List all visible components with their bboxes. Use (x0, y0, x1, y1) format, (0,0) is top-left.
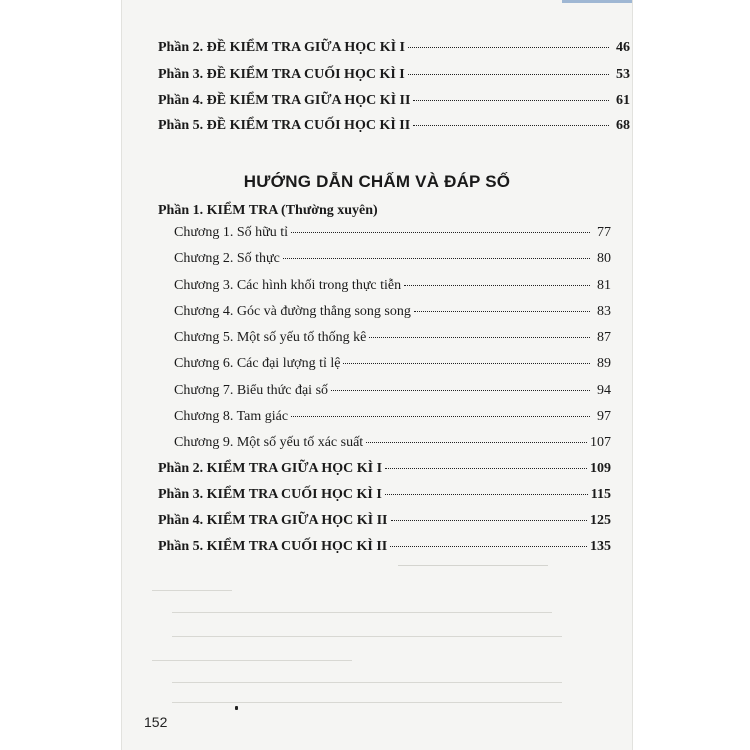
leader-dots (366, 442, 587, 443)
chapter-label: Chương 7. Biểu thức đại số (174, 383, 329, 398)
toc-chapter (174, 435, 611, 451)
leader-dots (408, 74, 609, 75)
toc-entry-label: Phần 4. KIỂM TRA GIỮA HỌC KÌ II (158, 513, 388, 528)
toc-entry-page: 61 (616, 93, 630, 108)
toc-entry-page: 53 (616, 67, 630, 82)
toc-entry-page: 68 (616, 118, 630, 133)
toc-entry-top (158, 67, 630, 83)
toc-chapter (174, 304, 611, 320)
leader-dots (385, 494, 588, 495)
chapter-page: 94 (597, 383, 611, 398)
chapter-label: Chương 8. Tam giác (174, 409, 289, 424)
bleed-through-line (172, 702, 562, 703)
leader-dots (283, 258, 590, 259)
chapter-label: Chương 6. Các đại lượng tỉ lệ (174, 356, 341, 371)
leader-dots (413, 100, 609, 101)
leader-dots (414, 311, 590, 312)
toc-chapter (174, 330, 611, 346)
toc-entry-bottom (158, 513, 611, 529)
toc-entry-page: 115 (590, 487, 611, 502)
document-page (122, 0, 632, 750)
toc-chapter (174, 356, 611, 372)
chapter-label: Chương 3. Các hình khối trong thực tiễn (174, 278, 402, 293)
section-heading: HƯỚNG DẪN CHẤM VÀ ĐÁP SỐ (243, 172, 511, 191)
leader-dots (331, 390, 590, 391)
chapter-page: 97 (597, 409, 611, 424)
leader-dots (413, 125, 609, 126)
leader-dots (385, 468, 587, 469)
toc-chapter (174, 251, 611, 267)
chapter-page: 80 (597, 251, 611, 266)
toc-entry-bottom (158, 487, 611, 503)
toc-entry-label: Phần 2. KIỂM TRA GIỮA HỌC KÌ I (158, 461, 383, 476)
toc-entry-label: Phần 5. KIỂM TRA CUỐI HỌC KÌ II (158, 539, 388, 554)
toc-entry-bottom (158, 539, 611, 555)
toc-entry-label: Phần 3. ĐỀ KIỂM TRA CUỐI HỌC KÌ I (158, 67, 405, 82)
chapter-page: 81 (597, 278, 611, 293)
leader-dots (343, 363, 590, 364)
chapter-page: 89 (597, 356, 611, 371)
toc-chapter (174, 409, 611, 425)
chapter-label: Chương 9. Một số yếu tố xác suất (174, 435, 364, 450)
section-title-text: Phần 1. KIỂM TRA (158, 203, 278, 218)
bleed-through-line (152, 660, 352, 661)
bleed-through-line (172, 612, 552, 613)
toc-entry-top (158, 93, 630, 109)
toc-entry-page: 125 (590, 513, 611, 528)
leader-dots (291, 232, 590, 233)
toc-chapter (174, 225, 611, 241)
bleed-through-line (152, 590, 232, 591)
chapter-label: Chương 4. Góc và đường thẳng song song (174, 304, 411, 319)
toc-entry-page: 135 (590, 539, 611, 554)
chapter-label: Chương 5. Một số yếu tố thống kê (174, 330, 367, 345)
toc-entry-page: 46 (616, 40, 630, 55)
page-edge-mark (562, 0, 632, 3)
chapter-label: Chương 2. Số thực (174, 251, 280, 266)
toc-entry-label: Phần 5. ĐỀ KIỂM TRA CUỐI HỌC KÌ II (158, 118, 411, 133)
chapter-page: 107 (590, 435, 611, 450)
leader-dots (291, 416, 590, 417)
chapter-label: Chương 1. Số hữu tỉ (174, 225, 288, 240)
toc-entry-page: 109 (590, 461, 611, 476)
toc-chapter (174, 383, 611, 399)
section-title-note: (Thường xuyên) (281, 203, 378, 218)
chapter-page: 83 (597, 304, 611, 319)
leader-dots (408, 47, 609, 48)
chapter-page: 77 (597, 225, 611, 240)
toc-entry-label: Phần 2. ĐỀ KIỂM TRA GIỮA HỌC KÌ I (158, 40, 405, 55)
toc-entry-label: Phần 4. ĐỀ KIỂM TRA GIỮA HỌC KÌ II (158, 93, 411, 108)
leader-dots (369, 337, 590, 338)
leader-dots (404, 285, 590, 286)
bleed-through-line (172, 636, 562, 637)
toc-chapter (174, 278, 611, 294)
print-speck (235, 706, 238, 710)
bleed-through-line (398, 565, 548, 566)
toc-entry-top (158, 118, 630, 134)
toc-entry-bottom (158, 461, 611, 477)
bleed-through-line (172, 682, 562, 683)
section-title (158, 203, 378, 219)
chapter-page: 87 (597, 330, 611, 345)
toc-entry-top (158, 40, 630, 56)
toc-entry-label: Phần 3. KIỂM TRA CUỐI HỌC KÌ I (158, 487, 382, 502)
leader-dots (390, 546, 587, 547)
page-number: 152 (144, 714, 168, 730)
leader-dots (391, 520, 588, 521)
